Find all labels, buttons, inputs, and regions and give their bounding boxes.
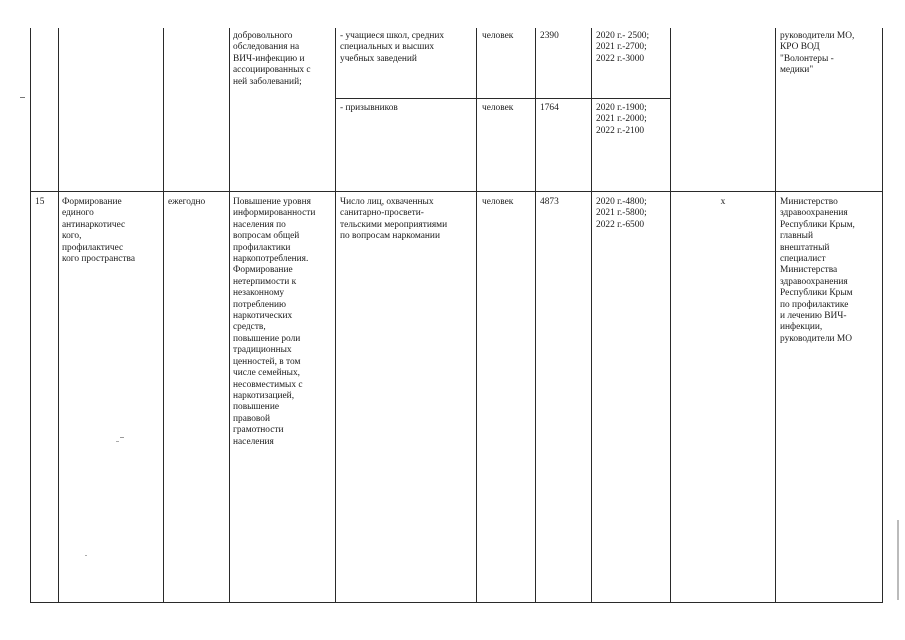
row1-sub1-indicator: - учащиеся школ, средних специальных и высших учебных заведений <box>340 31 445 64</box>
row2-name: Формирование единого антинаркотичес кого, профилактичес кого пространства <box>62 197 135 265</box>
row1-sub2-indicator: - призывников <box>340 103 398 113</box>
row1-sub1-unit: человек <box>482 31 514 41</box>
scan-speck <box>120 437 124 438</box>
scan-speck <box>85 555 87 556</box>
scan-speck <box>116 441 119 442</box>
row2-indicator: Число лиц, охваченных санитарно-просвети- тельскими мероприятиями по вопросам наркомании <box>340 197 448 242</box>
row2-targets: 2020 г.-4800; 2021 г.-5800; 2022 г.-6500 <box>596 197 647 230</box>
row1-sub1-targets: 2020 г.- 2500; 2021 г.-2700; 2022 г.-3000 <box>596 31 650 64</box>
row1-sub2-base: 1764 <box>540 103 559 113</box>
row2-executor: Министерство здравоохранения Республики Крым, главный внештатный специалист Министерства здравоохранения Республики Крым по профилактике и лечению ВИЧ- инфекции, руководители МО <box>780 197 855 344</box>
row1-sub1-base: 2390 <box>540 31 559 41</box>
row2-financing: х <box>720 197 726 207</box>
row2-unit: человек <box>482 197 514 207</box>
row1-sub2-unit: человек <box>482 103 514 113</box>
row2-base: 4873 <box>540 197 559 207</box>
scan-speck <box>20 97 25 98</box>
row1-executor: руководители МО, КРО ВОД "Волонтеры - медики" <box>780 31 855 76</box>
scan-edge-mark <box>897 520 899 600</box>
row2-number: 15 <box>35 197 45 207</box>
row2-task: Повышение уровня информированности населения по вопросам общей профилактики наркопотребления. Формирование нетерпимости к незаконному потреблению наркотических средств, повышение роли традиционных ценностей, в том числе семейных, несовместимых с наркотизацией, повышение правовой грамотности населения <box>233 197 316 447</box>
row1-sub2-targets: 2020 г.-1900; 2021 г.-2000; 2022 г.-2100 <box>596 103 647 136</box>
row2-term: ежегодно <box>168 197 206 207</box>
row1-task: добровольного обследования на ВИЧ-инфекцию и ассоциированных с ней заболеваний; <box>233 31 311 87</box>
